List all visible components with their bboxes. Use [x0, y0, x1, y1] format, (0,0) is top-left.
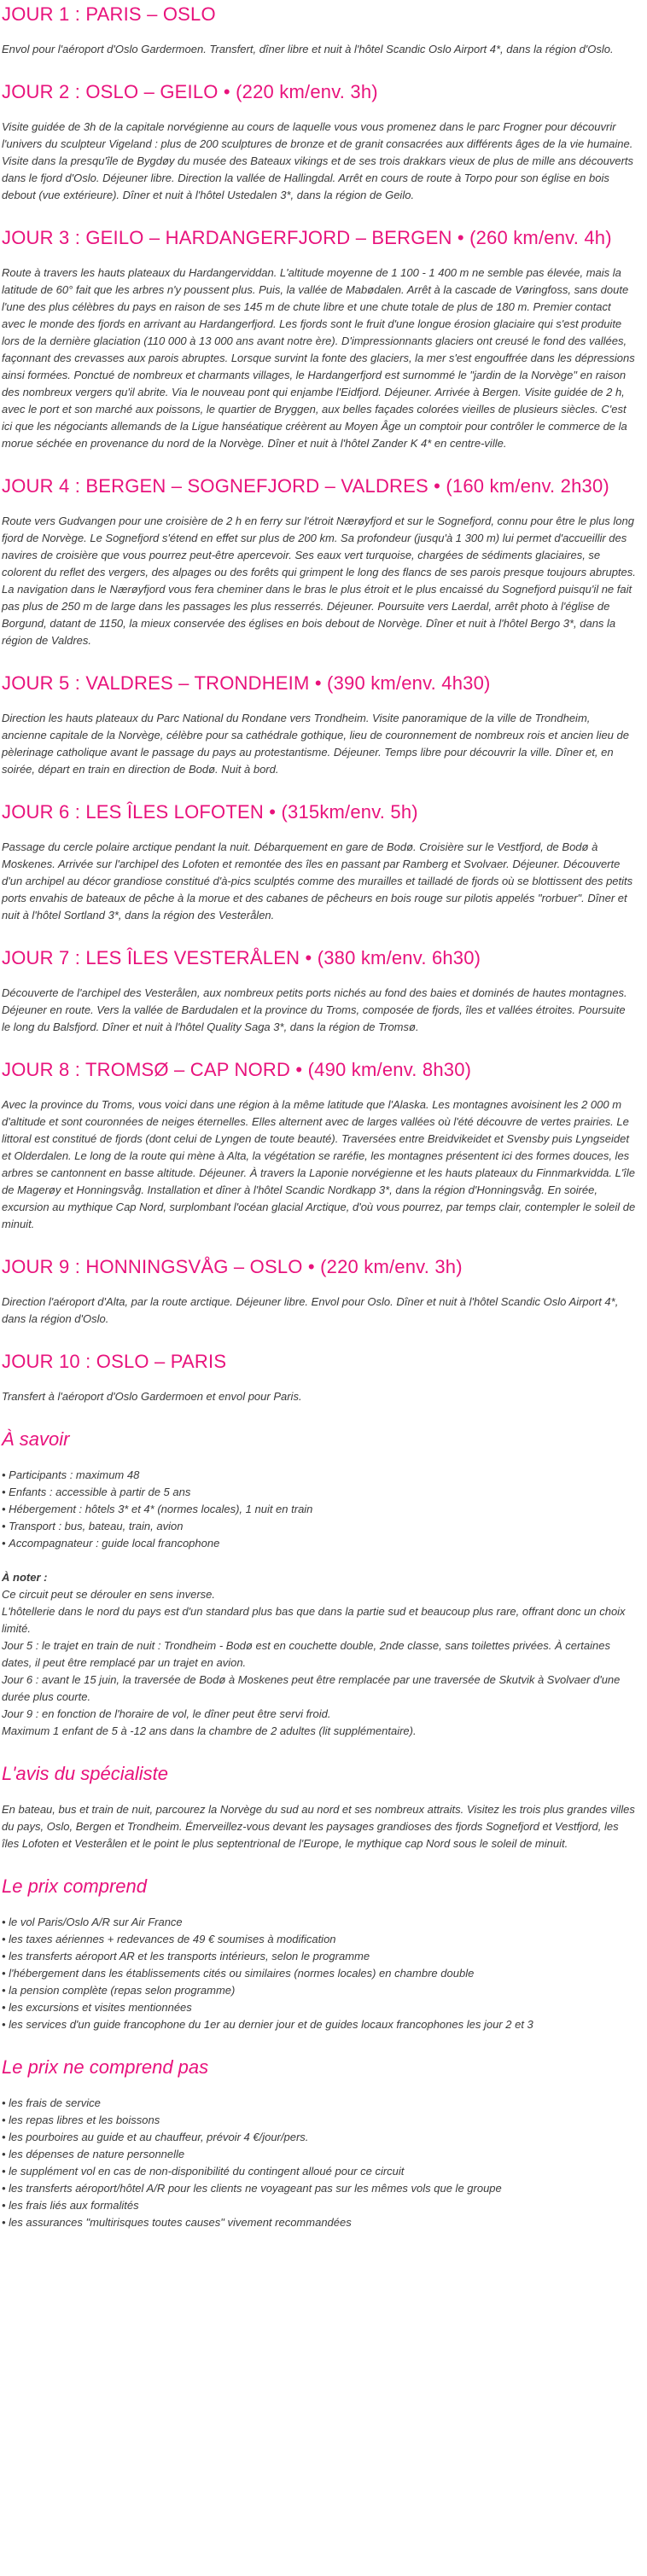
list-item: • les taxes aériennes + redevances de 49 € soumises à modification [2, 1931, 637, 1948]
list-item: • les transferts aéroport AR et les transports intérieurs, selon le programme [2, 1948, 637, 1965]
list-item: • la pension complète (repas selon programme) [2, 1982, 637, 1999]
list-item: • les services d'un guide francophone du 1er au dernier jour et de guides locaux francophones les jour 2 et 3 [2, 2016, 637, 2033]
day-8-title: JOUR 8 : TROMSØ – CAP NORD • (490 km/env. 8h30) [2, 1059, 472, 1080]
day-2-body: Visite guidée de 3h de la capitale norvégienne au cours de laquelle vous vous promenez dans le parc Frogner pour découvrir l'univers du sculpteur Vigeland : plus de 200 sculptures de bronze et de granit consacrées aux différents âges de la vie humaine. Visite dans la presqu'île de Bygdøy du musée des Bateaux vikings et de ses trois drakkars vieux de plus de mille ans découverts dans le fjord d'Oslo. Déjeuner libre. Direction la vallée de Hallingdal. Arrêt en cours de route à Torpo pour son église en bois debout (vue extérieure). Dîner et nuit à l'hôtel Ustedalen 3*, dans la région de Geilo. [2, 120, 634, 201]
day-3-title: JOUR 3 : GEILO – HARDANGERFJORD – BERGEN • (260 km/env. 4h) [2, 227, 612, 248]
day-5-body: Direction les hauts plateaux du Parc National du Rondane vers Trondheim. Visite panoramique de la ville de Trondheim, ancienne capitale de la Norvège, célèbre pour sa cathédrale gothique, lieu de couronnement de nombreux rois et ancien lieu de pèlerinage catholique avant le passage du pays au protestantisme. Déjeuner. Temps libre pour découvrir la ville. Dîner et, en soirée, départ en train en direction de Bodø. Nuit à bord. [2, 712, 629, 776]
note-line: Maximum 1 enfant de 5 à -12 ans dans la chambre de 2 adultes (lit supplémentaire). [2, 1724, 417, 1737]
list-item: • les dépenses de nature personnelle [2, 2146, 637, 2163]
note-line: Jour 9 : en fonction de l'horaire de vol, le dîner peut être servi froid. [2, 1707, 331, 1720]
day-1-body: Envol pour l'aéroport d'Oslo Gardermoen. Transfert, dîner libre et nuit à l'hôtel Scandic Oslo Airport 4*, dans la région d'Oslo. [2, 43, 614, 55]
day-1-title: JOUR 1 : PARIS – OSLO [2, 3, 216, 25]
day-4-title: JOUR 4 : BERGEN – SOGNEFJORD – VALDRES • (160 km/env. 2h30) [2, 475, 609, 497]
a-savoir-title: À savoir [2, 1428, 70, 1450]
prix-ne-comprend-title: Le prix ne comprend pas [2, 2056, 209, 2078]
day-8-body: Avec la province du Troms, vous voici dans une région à la même latitude que l'Alaska. Les montagnes avoisinent les 2 000 m d'altitude et sont couronnées de neiges éternelles. Elles alternent avec de larges vallées où l'été découvre de vertes prairies. Le littoral est constitué de fjords (dont celui de Lyngen de toute beauté). Traversées entre Breidvikeidet et Svensby puis Lyngseidet et Olderdalen. Le long de la route qui mène à Alta, la végétation se raréfie, les montagnes présentent ici des formes douces, les arbres se cantonnent en basse altitude. Déjeuner. À travers la Laponie norvégienne et les hauts plateaux du Finnmarkvidda. L'île de Magerøy et Honningsvåg. Installation et dîner à l'hôtel Scandic Nordkapp 3*, dans la région d'Honningsvåg. En soirée, excursion au mythique Cap Nord, surplombant l'océan glacial Arctique, d'où vous pourrez, par temps clair, contempler le soleil de minuit. [2, 1098, 636, 1230]
list-item: • les excursions et visites mentionnées [2, 1999, 637, 2016]
list-item: • les pourboires au guide et au chauffeur, prévoir 4 €/jour/pers. [2, 2129, 637, 2146]
list-item: • Enfants : accessible à partir de 5 ans [2, 1484, 637, 1501]
list-item: • le vol Paris/Oslo A/R sur Air France [2, 1914, 637, 1931]
list-item: • le supplément vol en cas de non-disponibilité du contingent alloué pour ce circuit [2, 2163, 637, 2180]
prix-comprend-list [2, 1914, 637, 2033]
avis-title: L'avis du spécialiste [2, 1763, 168, 1784]
day-9-body: Direction l'aéroport d'Alta, par la route arctique. Déjeuner libre. Envol pour Oslo. Dîner et nuit à l'hôtel Scandic Oslo Airport 4*, dans la région d'Oslo. [2, 1295, 619, 1325]
note-line: Ce circuit peut se dérouler en sens inverse. [2, 1588, 216, 1601]
list-item: • les transferts aéroport/hôtel A/R pour les clients ne voyageant pas sur les mêmes vols que le groupe [2, 2180, 637, 2197]
list-item: • Accompagnateur : guide local francophone [2, 1535, 637, 1552]
day-2-title: JOUR 2 : OSLO – GEILO • (220 km/env. 3h) [2, 81, 378, 102]
day-7-title: JOUR 7 : LES ÎLES VESTERÅLEN • (380 km/env. 6h30) [2, 947, 481, 968]
list-item: • les assurances "multirisques toutes causes" vivement recommandées [2, 2214, 637, 2231]
list-item: • Transport : bus, bateau, train, avion [2, 1518, 637, 1535]
day-6-title: JOUR 6 : LES ÎLES LOFOTEN • (315km/env. 5h) [2, 801, 418, 823]
list-item: • l'hébergement dans les établissements cités ou similaires (normes locales) en chambre double [2, 1965, 637, 1982]
day-5-title: JOUR 5 : VALDRES – TRONDHEIM • (390 km/env. 4h30) [2, 672, 491, 694]
day-4-body: Route vers Gudvangen pour une croisière de 2 h en ferry sur l'étroit Nærøyfjord et sur le Sognefjord, connu pour être le plus long fjord de Norvège. Le Sognefjord s'étend en effet sur plus de 200 km. Sa profondeur (jusqu'à 1 300 m) lui permet d'accueillir des navires de croisière que vous pourrez peut-être apercevoir. Ses eaux vert turquoise, chargées de sédiments glaciaires, se colorent du reflet des vergers, des alpages ou des forêts qui grimpent le long des flancs de ses parois presque toujours abruptes. La navigation dans le Nærøyfjord vous fera cheminer dans le bras le plus étroit et le plus encaissé du Sognefjord puisqu'il ne fait pas plus de 250 m de large dans les passages les plus resserrés. Déjeuner. Poursuite vers Laerdal, arrêt photo à l'église de Borgund, datant de 1150, la mieux conservée des églises en bois debout de Norvège. Dîner et nuit à l'hôtel Bergo 3*, dans la région de Valdres. [2, 515, 636, 647]
note-line: Jour 5 : le trajet en train de nuit : Trondheim - Bodø est en couchette double, 2nde classe, sans toilettes privées. À certaines dates, il peut être remplacé par un trajet en avion. [2, 1639, 610, 1669]
prix-comprend-title: Le prix comprend [2, 1875, 147, 1897]
avis-body: En bateau, bus et train de nuit, parcourez la Norvège du sud au nord et ses nombreux attraits. Visitez les trois plus grandes villes du pays, Oslo, Bergen et Trondheim. Émerveillez-vous devant les paysages grandioses des fjords Sognefjord et Vestfjord, les îles Lofoten et Vesterålen et le point le plus septentrional de l'Europe, le mythique cap Nord sous le soleil de minuit. [2, 1803, 635, 1850]
day-10-body: Transfert à l'aéroport d'Oslo Gardermoen et envol pour Paris. [2, 1390, 302, 1403]
a-savoir-list [2, 1467, 637, 1552]
day-9-title: JOUR 9 : HONNINGSVÅG – OSLO • (220 km/env. 3h) [2, 1256, 463, 1277]
note-line: Jour 6 : avant le 15 juin, la traversée de Bodø à Moskenes peut être remplacée par une traversée de Skutvik à Svolvaer d'une durée plus courte. [2, 1673, 621, 1703]
day-6-body: Passage du cercle polaire arctique pendant la nuit. Débarquement en gare de Bodø. Croisière sur le Vestfjord, de Bodø à Moskenes. Arrivée sur l'archipel des Lofoten et remontée des îles en passant par Ramberg et Svolvaer. Déjeuner. Découverte d'un archipel au décor grandiose constitué d'à-pics sculptés comme des murailles et tailladé de fjords où se blottissent des petits ports envahis de bateaux de pêche à la morue et des cabanes de pêcheurs en bois rouge sur pilotis appelés "rorbuer". Dîner et nuit à l'hôtel Sortland 3*, dans la région des Vesterålen. [2, 840, 633, 922]
day-3-body: Route à travers les hauts plateaux du Hardangerviddan. L'altitude moyenne de 1 100 - 1 400 m ne semble pas élevée, mais la latitude de 60° fait que les arbres n'y poussent plus. Puis, la vallée de Mabødalen. Arrêt à la cascade de Vøringfoss, sans doute l'une des plus célèbres du pays en raison de ses 145 m de chute libre et une chute totale de plus de 180 m. Premier contact avec le monde des fjords en arrivant au Hardangerfjord. Les fjords sont le fruit d'une longue érosion glaciaire qui s'est produite lors de la dernière glaciation (110 000 à 13 000 ans avant notre ère). D'impressionnants glaciers ont creusé le fond des vallées, façonnant des crevasses aux parois abruptes. Lorsque survint la fonte des glaciers, la mer s'est engouffrée dans les dépressions ainsi formées. Ponctué de nombreux et charmants villages, le Hardangerfjord est surnommé le "jardin de la Norvège" en raison des nombreux vergers qu'il abrite. Via le nouveau pont qui enjambe l'Eidfjord. Déjeuner. Arrivée à Bergen. Visite guidée de 2 h, avec le port et son marché aux poissons, le quartier de Bryggen, aux belles façades colorées vieilles de plusieurs siècles. C'est ici que les négociants allemands de la Ligue hanséatique créèrent au Moyen Âge un comptoir pour contrôler le commerce de la morue séchée en provenance du nord de la Norvège. Dîner et nuit à l'hôtel Zander K 4* en centre-ville. [2, 266, 635, 450]
list-item: • Hébergement : hôtels 3* et 4* (normes locales), 1 nuit en train [2, 1501, 637, 1518]
day-10-title: JOUR 10 : OSLO – PARIS [2, 1351, 227, 1372]
prix-ne-comprend-list [2, 2095, 637, 2231]
list-item: • Participants : maximum 48 [2, 1467, 637, 1484]
list-item: • les repas libres et les boissons [2, 2112, 637, 2129]
list-item: • les frais de service [2, 2095, 637, 2112]
note-line: L'hôtellerie dans le nord du pays est d'un standard plus bas que dans la partie sud et beaucoup plus rare, offrant donc un choix limité. [2, 1605, 626, 1635]
note-title: À noter : [2, 1571, 48, 1584]
day-7-body: Découverte de l'archipel des Vesterålen, aux nombreux petits ports nichés au fond des baies et dominés de hautes montagnes. Déjeuner en route. Vers la vallée de Bardudalen et la province du Troms, composée de fjords, îles et vallées étroites. Poursuite le long du Balsfjord. Dîner et nuit à l'hôtel Quality Saga 3*, dans la région de Tromsø. [2, 986, 627, 1033]
list-item: • les frais liés aux formalités [2, 2197, 637, 2214]
